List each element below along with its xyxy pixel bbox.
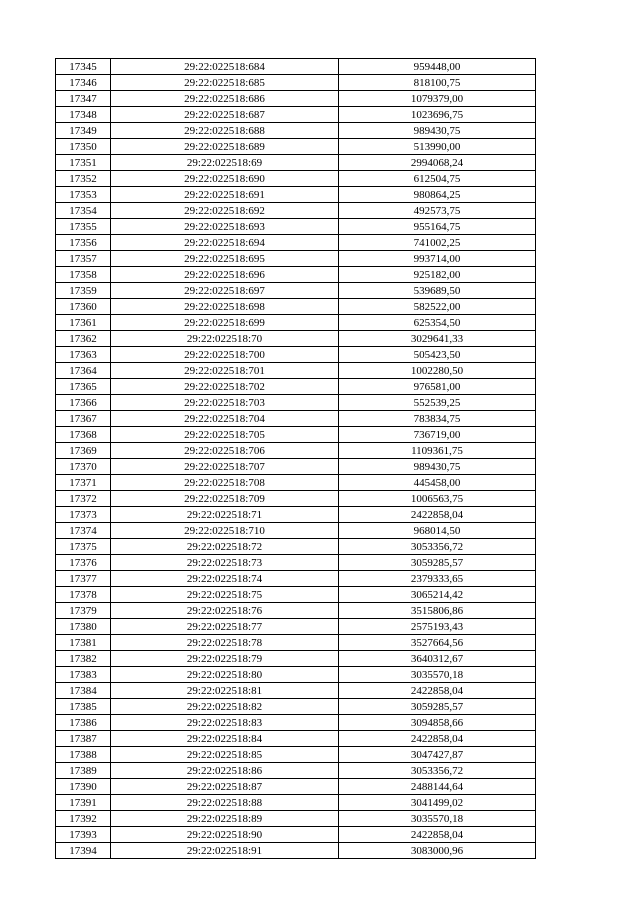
cadastral-number-cell: 29:22:022518:695 <box>111 251 339 267</box>
row-number-cell: 17370 <box>56 459 111 475</box>
table-row <box>56 299 536 315</box>
cadastral-number-cell: 29:22:022518:78 <box>111 635 339 651</box>
row-number-cell: 17346 <box>56 75 111 91</box>
cadastral-value-cell: 539689,50 <box>339 283 536 299</box>
table-row <box>56 411 536 427</box>
cadastral-number-cell: 29:22:022518:698 <box>111 299 339 315</box>
cadastral-value-cell: 2575193,43 <box>339 619 536 635</box>
table-row <box>56 155 536 171</box>
table-row <box>56 267 536 283</box>
table-row <box>56 699 536 715</box>
row-number-cell: 17354 <box>56 203 111 219</box>
row-number-cell: 17349 <box>56 123 111 139</box>
cadastral-value-cell: 3035570,18 <box>339 811 536 827</box>
cadastral-number-cell: 29:22:022518:85 <box>111 747 339 763</box>
cadastral-value-cell: 980864,25 <box>339 187 536 203</box>
cadastral-number-cell: 29:22:022518:696 <box>111 267 339 283</box>
cadastral-number-cell: 29:22:022518:73 <box>111 555 339 571</box>
cadastral-value-cell: 741002,25 <box>339 235 536 251</box>
cadastral-value-cell: 968014,50 <box>339 523 536 539</box>
cadastral-value-cell: 2994068,24 <box>339 155 536 171</box>
row-number-cell: 17357 <box>56 251 111 267</box>
table-row <box>56 587 536 603</box>
table-row <box>56 187 536 203</box>
row-number-cell: 17359 <box>56 283 111 299</box>
row-number-cell: 17353 <box>56 187 111 203</box>
row-number-cell: 17384 <box>56 683 111 699</box>
table-row <box>56 347 536 363</box>
cadastral-value-cell: 783834,75 <box>339 411 536 427</box>
row-number-cell: 17351 <box>56 155 111 171</box>
cadastral-number-cell: 29:22:022518:69 <box>111 155 339 171</box>
cadastral-value-cell: 955164,75 <box>339 219 536 235</box>
table-row <box>56 731 536 747</box>
row-number-cell: 17383 <box>56 667 111 683</box>
table-row <box>56 555 536 571</box>
table-row <box>56 315 536 331</box>
cadastral-number-cell: 29:22:022518:89 <box>111 811 339 827</box>
row-number-cell: 17355 <box>56 219 111 235</box>
row-number-cell: 17350 <box>56 139 111 155</box>
row-number-cell: 17365 <box>56 379 111 395</box>
table-row <box>56 251 536 267</box>
cadastral-value-cell: 1002280,50 <box>339 363 536 379</box>
row-number-cell: 17373 <box>56 507 111 523</box>
cadastral-value-cell: 818100,75 <box>339 75 536 91</box>
cadastral-value-cell: 513990,00 <box>339 139 536 155</box>
table-row <box>56 779 536 795</box>
row-number-cell: 17364 <box>56 363 111 379</box>
cadastral-number-cell: 29:22:022518:705 <box>111 427 339 443</box>
cadastral-number-cell: 29:22:022518:83 <box>111 715 339 731</box>
table-row <box>56 379 536 395</box>
table-row <box>56 235 536 251</box>
table-row <box>56 283 536 299</box>
cadastral-value-cell: 625354,50 <box>339 315 536 331</box>
cadastral-number-cell: 29:22:022518:91 <box>111 843 339 859</box>
table-row <box>56 523 536 539</box>
cadastral-number-cell: 29:22:022518:687 <box>111 107 339 123</box>
cadastral-number-cell: 29:22:022518:88 <box>111 795 339 811</box>
row-number-cell: 17381 <box>56 635 111 651</box>
cadastral-number-cell: 29:22:022518:702 <box>111 379 339 395</box>
cadastral-value-cell: 2379333,65 <box>339 571 536 587</box>
cadastral-number-cell: 29:22:022518:708 <box>111 475 339 491</box>
table-row <box>56 475 536 491</box>
row-number-cell: 17391 <box>56 795 111 811</box>
cadastral-value-cell: 445458,00 <box>339 475 536 491</box>
cadastral-number-cell: 29:22:022518:709 <box>111 491 339 507</box>
row-number-cell: 17372 <box>56 491 111 507</box>
table-row <box>56 331 536 347</box>
cadastral-value-cell: 2422858,04 <box>339 731 536 747</box>
cadastral-value-cell: 3515806,86 <box>339 603 536 619</box>
cadastral-value-cell: 989430,75 <box>339 123 536 139</box>
cadastral-value-cell: 3059285,57 <box>339 699 536 715</box>
cadastral-number-cell: 29:22:022518:87 <box>111 779 339 795</box>
cadastral-number-cell: 29:22:022518:76 <box>111 603 339 619</box>
cadastral-value-cell: 492573,75 <box>339 203 536 219</box>
cadastral-value-cell: 1023696,75 <box>339 107 536 123</box>
table-row <box>56 427 536 443</box>
row-number-cell: 17356 <box>56 235 111 251</box>
row-number-cell: 17366 <box>56 395 111 411</box>
table-row <box>56 571 536 587</box>
cadastral-number-cell: 29:22:022518:690 <box>111 171 339 187</box>
row-number-cell: 17361 <box>56 315 111 331</box>
row-number-cell: 17358 <box>56 267 111 283</box>
row-number-cell: 17387 <box>56 731 111 747</box>
table-row <box>56 171 536 187</box>
cadastral-value-cell: 505423,50 <box>339 347 536 363</box>
cadastral-number-cell: 29:22:022518:77 <box>111 619 339 635</box>
cadastral-number-cell: 29:22:022518:686 <box>111 91 339 107</box>
cadastral-value-cell: 3041499,02 <box>339 795 536 811</box>
row-number-cell: 17348 <box>56 107 111 123</box>
row-number-cell: 17388 <box>56 747 111 763</box>
cadastral-number-cell: 29:22:022518:81 <box>111 683 339 699</box>
cadastral-value-cell: 2488144,64 <box>339 779 536 795</box>
row-number-cell: 17360 <box>56 299 111 315</box>
table-row <box>56 75 536 91</box>
cadastral-value-cell: 582522,00 <box>339 299 536 315</box>
cadastral-number-cell: 29:22:022518:694 <box>111 235 339 251</box>
cadastral-number-cell: 29:22:022518:693 <box>111 219 339 235</box>
table-row <box>56 139 536 155</box>
row-number-cell: 17379 <box>56 603 111 619</box>
table-row <box>56 459 536 475</box>
row-number-cell: 17392 <box>56 811 111 827</box>
table-body <box>56 59 536 859</box>
cadastral-value-cell: 3527664,56 <box>339 635 536 651</box>
cadastral-number-cell: 29:22:022518:691 <box>111 187 339 203</box>
cadastral-number-cell: 29:22:022518:704 <box>111 411 339 427</box>
cadastral-number-cell: 29:22:022518:74 <box>111 571 339 587</box>
table-row <box>56 491 536 507</box>
cadastral-number-cell: 29:22:022518:701 <box>111 363 339 379</box>
cadastral-value-cell: 3029641,33 <box>339 331 536 347</box>
cadastral-number-cell: 29:22:022518:86 <box>111 763 339 779</box>
cadastral-value-cell: 3035570,18 <box>339 667 536 683</box>
table-row <box>56 715 536 731</box>
row-number-cell: 17374 <box>56 523 111 539</box>
cadastral-value-cell: 2422858,04 <box>339 827 536 843</box>
cadastral-number-cell: 29:22:022518:707 <box>111 459 339 475</box>
cadastral-number-cell: 29:22:022518:697 <box>111 283 339 299</box>
cadastral-value-cell: 3053356,72 <box>339 539 536 555</box>
table-row <box>56 747 536 763</box>
row-number-cell: 17362 <box>56 331 111 347</box>
cadastral-value-cell: 3059285,57 <box>339 555 536 571</box>
cadastral-value-cell: 3094858,66 <box>339 715 536 731</box>
row-number-cell: 17376 <box>56 555 111 571</box>
table-row <box>56 539 536 555</box>
row-number-cell: 17380 <box>56 619 111 635</box>
cadastral-number-cell: 29:22:022518:90 <box>111 827 339 843</box>
table-row <box>56 219 536 235</box>
table-row <box>56 603 536 619</box>
cadastral-value-cell: 736719,00 <box>339 427 536 443</box>
row-number-cell: 17394 <box>56 843 111 859</box>
cadastral-value-cell: 3047427,87 <box>339 747 536 763</box>
table-row <box>56 619 536 635</box>
cadastral-number-cell: 29:22:022518:82 <box>111 699 339 715</box>
table-row <box>56 123 536 139</box>
row-number-cell: 17382 <box>56 651 111 667</box>
row-number-cell: 17389 <box>56 763 111 779</box>
cadastral-number-cell: 29:22:022518:685 <box>111 75 339 91</box>
table-row <box>56 683 536 699</box>
cadastral-number-cell: 29:22:022518:75 <box>111 587 339 603</box>
cadastral-number-cell: 29:22:022518:684 <box>111 59 339 75</box>
cadastral-value-cell: 3640312,67 <box>339 651 536 667</box>
table-row <box>56 443 536 459</box>
cadastral-number-cell: 29:22:022518:79 <box>111 651 339 667</box>
cadastral-number-cell: 29:22:022518:70 <box>111 331 339 347</box>
cadastral-value-cell: 993714,00 <box>339 251 536 267</box>
row-number-cell: 17385 <box>56 699 111 715</box>
cadastral-number-cell: 29:22:022518:703 <box>111 395 339 411</box>
row-number-cell: 17378 <box>56 587 111 603</box>
cadastral-number-cell: 29:22:022518:706 <box>111 443 339 459</box>
row-number-cell: 17347 <box>56 91 111 107</box>
cadastral-value-cell: 976581,00 <box>339 379 536 395</box>
cadastral-value-cell: 959448,00 <box>339 59 536 75</box>
table-row <box>56 395 536 411</box>
row-number-cell: 17375 <box>56 539 111 555</box>
cadastral-value-cell: 612504,75 <box>339 171 536 187</box>
table-row <box>56 827 536 843</box>
cadastral-number-cell: 29:22:022518:710 <box>111 523 339 539</box>
row-number-cell: 17390 <box>56 779 111 795</box>
table-row <box>56 59 536 75</box>
row-number-cell: 17371 <box>56 475 111 491</box>
table-row <box>56 811 536 827</box>
cadastral-value-cell: 1109361,75 <box>339 443 536 459</box>
cadastral-value-cell: 1006563,75 <box>339 491 536 507</box>
row-number-cell: 17345 <box>56 59 111 75</box>
table-row <box>56 507 536 523</box>
cadastral-number-cell: 29:22:022518:700 <box>111 347 339 363</box>
row-number-cell: 17393 <box>56 827 111 843</box>
cadastral-number-cell: 29:22:022518:80 <box>111 667 339 683</box>
cadastral-number-cell: 29:22:022518:84 <box>111 731 339 747</box>
row-number-cell: 17377 <box>56 571 111 587</box>
cadastral-number-cell: 29:22:022518:71 <box>111 507 339 523</box>
row-number-cell: 17367 <box>56 411 111 427</box>
cadastral-value-cell: 925182,00 <box>339 267 536 283</box>
table-row <box>56 107 536 123</box>
row-number-cell: 17352 <box>56 171 111 187</box>
cadastral-value-cell: 3053356,72 <box>339 763 536 779</box>
table-row <box>56 203 536 219</box>
cadastral-number-cell: 29:22:022518:72 <box>111 539 339 555</box>
row-number-cell: 17369 <box>56 443 111 459</box>
table-row <box>56 651 536 667</box>
cadastral-value-table <box>55 58 536 859</box>
cadastral-number-cell: 29:22:022518:689 <box>111 139 339 155</box>
row-number-cell: 17368 <box>56 427 111 443</box>
cadastral-value-cell: 1079379,00 <box>339 91 536 107</box>
row-number-cell: 17386 <box>56 715 111 731</box>
cadastral-number-cell: 29:22:022518:692 <box>111 203 339 219</box>
cadastral-value-cell: 552539,25 <box>339 395 536 411</box>
cadastral-value-cell: 3083000,96 <box>339 843 536 859</box>
table-row <box>56 91 536 107</box>
table-row <box>56 795 536 811</box>
cadastral-value-cell: 2422858,04 <box>339 507 536 523</box>
table-row <box>56 843 536 859</box>
cadastral-value-cell: 3065214,42 <box>339 587 536 603</box>
table-row <box>56 635 536 651</box>
cadastral-number-cell: 29:22:022518:688 <box>111 123 339 139</box>
row-number-cell: 17363 <box>56 347 111 363</box>
table-row <box>56 363 536 379</box>
table-row <box>56 667 536 683</box>
cadastral-number-cell: 29:22:022518:699 <box>111 315 339 331</box>
cadastral-value-cell: 989430,75 <box>339 459 536 475</box>
table-row <box>56 763 536 779</box>
cadastral-value-cell: 2422858,04 <box>339 683 536 699</box>
